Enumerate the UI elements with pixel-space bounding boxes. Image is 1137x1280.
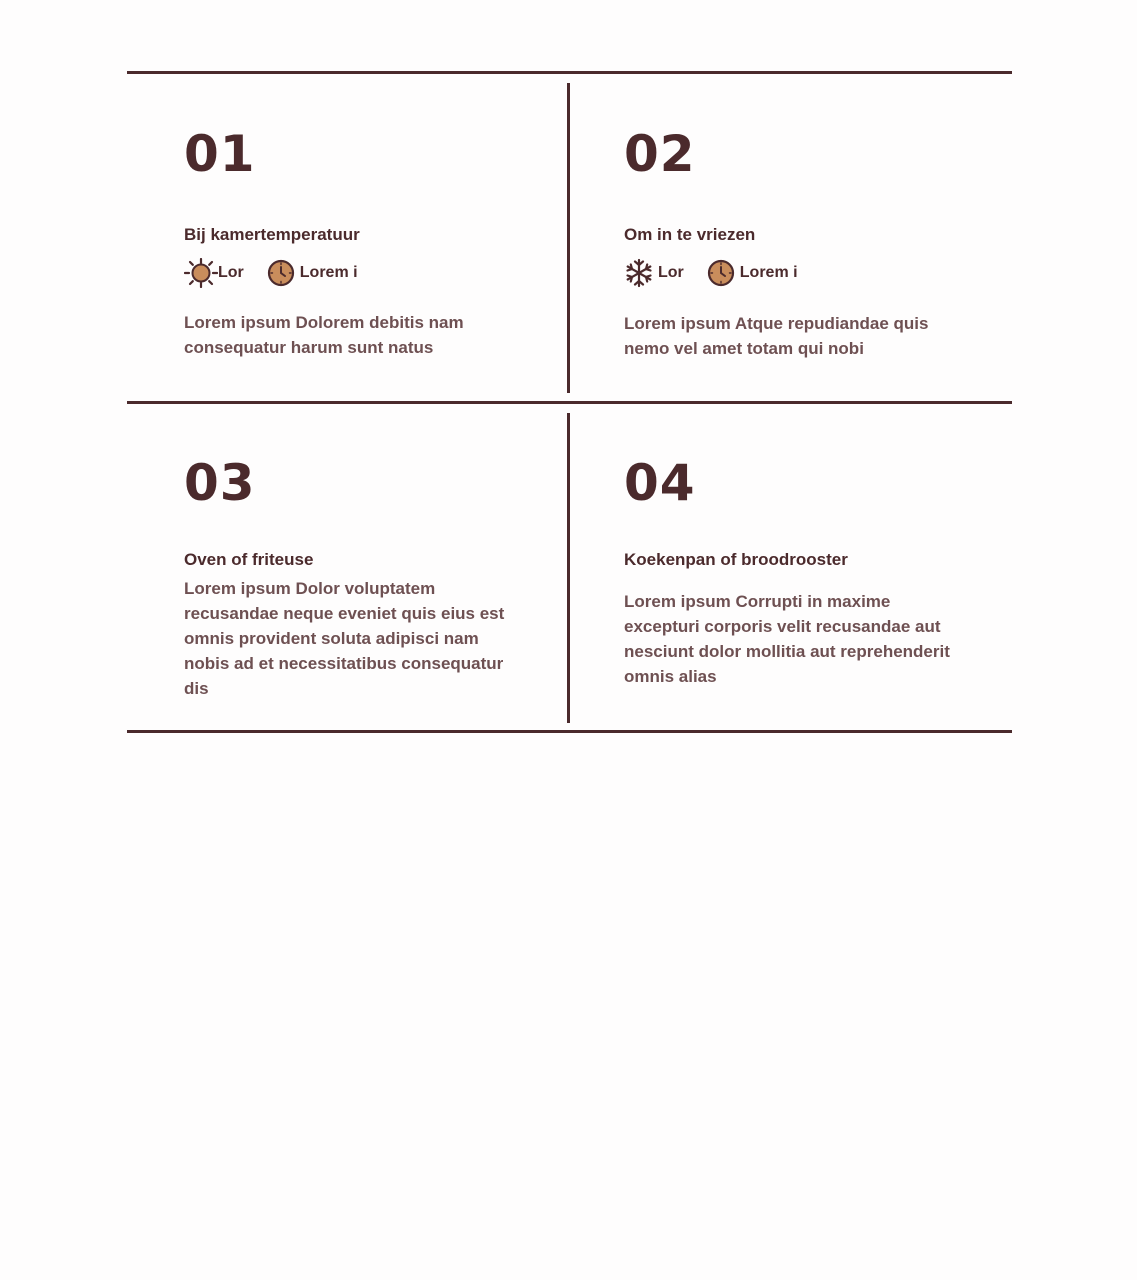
- temperature-info: [624, 258, 684, 288]
- temperature-label: Lor: [658, 264, 684, 281]
- temperature-info: [184, 258, 244, 288]
- column-divider-bottom: [567, 413, 570, 723]
- step-title: Oven of friteuse: [184, 550, 314, 569]
- sun-icon: [184, 258, 214, 288]
- time-info: [706, 258, 798, 288]
- time-label: Lorem i: [739, 264, 798, 281]
- step-number: 01: [184, 125, 256, 183]
- step-meta: [624, 258, 820, 288]
- step-meta: [184, 258, 380, 288]
- step-description: Lorem ipsum Dolorem debitis nam consequatur harum sunt natus: [184, 313, 464, 357]
- temperature-label: Lor: [218, 264, 244, 281]
- step-card-3: [184, 455, 564, 715]
- step-title: Om in te vriezen: [624, 225, 756, 244]
- step-number: 03: [184, 454, 256, 512]
- step-card-4: [624, 455, 1004, 715]
- step-title: Bij kamertemperatuur: [184, 225, 360, 244]
- clock-icon: [266, 258, 296, 288]
- clock-icon: [706, 258, 736, 288]
- top-divider: [127, 71, 1012, 74]
- time-info: [266, 258, 358, 288]
- step-description: Lorem ipsum Dolor voluptatem recusandae neque eveniet quis eius est omnis provident soluta adipisci nam nobis ad et necessitatibus consequatur dis: [184, 579, 505, 698]
- bottom-divider: [127, 730, 1012, 733]
- column-divider-top: [567, 83, 570, 393]
- step-card-1: [184, 126, 564, 366]
- middle-divider: [127, 401, 1012, 404]
- step-number: 04: [624, 454, 696, 512]
- time-label: Lorem i: [299, 264, 358, 281]
- step-title: Koekenpan of broodrooster: [624, 550, 848, 569]
- step-number: 02: [624, 125, 696, 183]
- step-card-2: [624, 126, 1004, 366]
- snowflake-icon: [624, 258, 654, 288]
- step-description: Lorem ipsum Corrupti in maxime excepturi corporis velit recusandae aut nesciunt dolor mollitia aut reprehenderit omnis alias: [624, 592, 950, 686]
- step-description: Lorem ipsum Atque repudiandae quis nemo vel amet totam qui nobi: [624, 314, 929, 358]
